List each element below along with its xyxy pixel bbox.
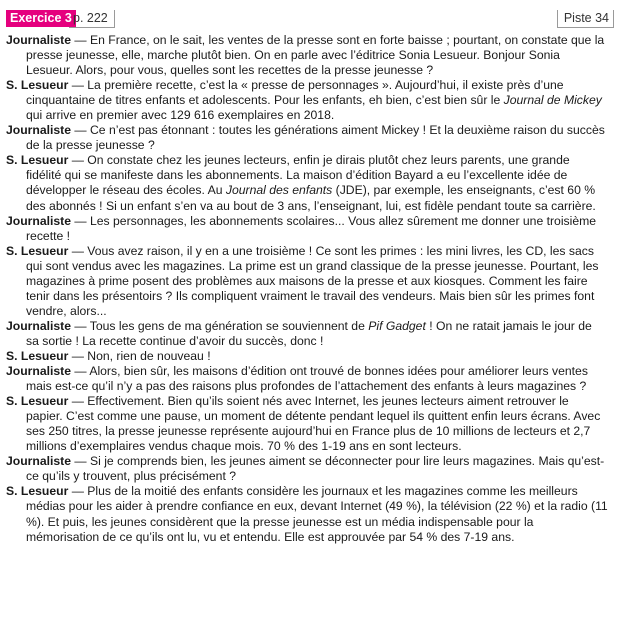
dialogue-turn-2 <box>6 78 608 123</box>
turn-text: — Non, rien de nouveau ! <box>68 348 211 363</box>
turn-text: — La première recette, c’est la « presse de personnages ». Aujourd’hui, il existe près d’une cinquantaine de titres enfants et adolescents. Pour les enfants, eh bien, c’est bien sûr le <box>26 78 564 108</box>
turn-text: — Les personnages, les abonnements scolaires... Vous allez sûrement me donner une troisième recette ! <box>26 213 597 243</box>
turn-text: — Alors, bien sûr, les maisons d’édition ont trouvé de bonnes idées pour améliorer leurs ventes mais est-ce qu’il n’y a pas des raisons plus profondes de l’attachement des enfants à leurs magazines ? <box>26 364 588 394</box>
exercise-label: Exercice 3 <box>6 10 76 27</box>
speaker-name: S. Lesueur <box>6 394 69 409</box>
audio-track-label: Piste 34 <box>557 10 614 28</box>
turn-text: — Effectivement. Bien qu’ils soient nés avec Internet, les jeunes lecteurs aiment retrouver le papier. C’est comme une pause, un moment de détente pendant lequel ils quittent enfin leurs écrans. Avec ses 250 titres, la presse jeunesse représente aujourd’hui en France plus de 10 millions de lecteurs et 2,7 millions d’exemplaires vendus chaque mois. 70 % des 1-19 ans en sont lecteurs. <box>26 394 601 454</box>
dialogue-turn-6 <box>6 244 608 319</box>
turn-text-continued: qui arrive en premier avec 129 616 exemplaires en 2018. <box>26 108 335 123</box>
speaker-name: S. Lesueur <box>6 78 69 93</box>
dialogue-turn-10 <box>6 394 608 454</box>
speaker-name: S. Lesueur <box>6 153 69 168</box>
publication-title: Journal de Mickey <box>503 93 602 108</box>
turn-text: — Vous avez raison, il y en a une troisième ! Ce sont les primes : les mini livres, les CD, les sacs qui sont vendus avec les magazines. La prime est un grand classique de la presse jeunesse. Pourtant, les magazines à prime posent des problèmes aux maisons de la presse et aux kiosques. Comment les faire tenir dans les présentoirs ? Ils compliquent vraiment le travail des vendeurs. Mais bien sûr les primes font vendre, alors... <box>26 243 599 318</box>
dialogue-transcript <box>6 33 608 545</box>
speaker-name: Journaliste <box>6 318 72 333</box>
dialogue-turn-9 <box>6 364 608 394</box>
exercise-header <box>6 10 614 28</box>
speaker-name: S. Lesueur <box>6 348 69 363</box>
publication-title: Journal des enfants <box>225 183 333 198</box>
dialogue-turn-4 <box>6 153 608 213</box>
speaker-name: Journaliste <box>6 454 72 469</box>
dialogue-turn-1 <box>6 33 608 78</box>
dialogue-turn-12 <box>6 484 608 544</box>
speaker-name: Journaliste <box>6 213 72 228</box>
dialogue-turn-11 <box>6 454 608 484</box>
publication-title: Pif Gadget <box>368 318 426 333</box>
speaker-name: S. Lesueur <box>6 243 69 258</box>
turn-text: — Si je comprends bien, les jeunes aiment se déconnecter pour lire leurs magazines. Mais qu’est-ce qu’ils y trouvent, plus précisément ? <box>26 454 605 484</box>
speaker-name: Journaliste <box>6 123 72 138</box>
turn-text: — On constate chez les jeunes lecteurs, enfin je dirais plutôt chez leurs parents, une grande fidélité qui se manifeste dans les abonnements. La maison d’édition Bayard a eu l’excellente idée de développer le réseau des écoles. Au <box>26 153 570 198</box>
turn-text: — Ce n’est pas étonnant : toutes les générations aiment Mickey ! Et la deuxième raison du succès de la presse jeunesse ? <box>26 123 605 153</box>
dialogue-turn-8 <box>6 349 608 364</box>
dialogue-turn-3 <box>6 123 608 153</box>
speaker-name: Journaliste <box>6 364 72 379</box>
speaker-name: Journaliste <box>6 33 72 47</box>
turn-text-continued: ! On ne ratait jamais le jour de sa sortie ! La recette continue d’avoir du succès, donc ! <box>26 318 592 348</box>
turn-text: — En France, on le sait, les ventes de la presse sont en forte baisse ; pourtant, on constate que la presse jeunesse, elle, marche plutôt bien. On en parle avec l’éditrice Sonia Lesueur. Bonjour Sonia Lesueur. Alors, pour vous, quelles sont les recettes de la presse jeunesse ? <box>26 33 605 78</box>
page-reference: p. 222 <box>69 10 115 28</box>
speaker-name: S. Lesueur <box>6 484 69 499</box>
turn-text-continued: (JDE), par exemple, les enseignants, c’est 60 % des abonnés ! Si un enfant s’en va au bout de 3 ans, l’enseignant, lui, est fidèle pendant toute sa carrière. <box>26 183 596 213</box>
dialogue-turn-7 <box>6 319 608 349</box>
turn-text: — Plus de la moitié des enfants considère les journaux et les magazines comme les meilleurs médias pour les aider à prendre confiance en eux, devant Internet (49 %), la télévision (22 %) et la radio (11 %). Et puis, les jeunes considèrent que la presse jeunesse est un média indispensable pour la mémorisation de ce qu’ils ont lu, vu et entendu. Elle est approuvée par 54 % des 7-19 ans. <box>26 484 608 544</box>
dialogue-turn-5 <box>6 214 608 244</box>
turn-text: — Tous les gens de ma génération se souviennent de <box>71 318 369 333</box>
